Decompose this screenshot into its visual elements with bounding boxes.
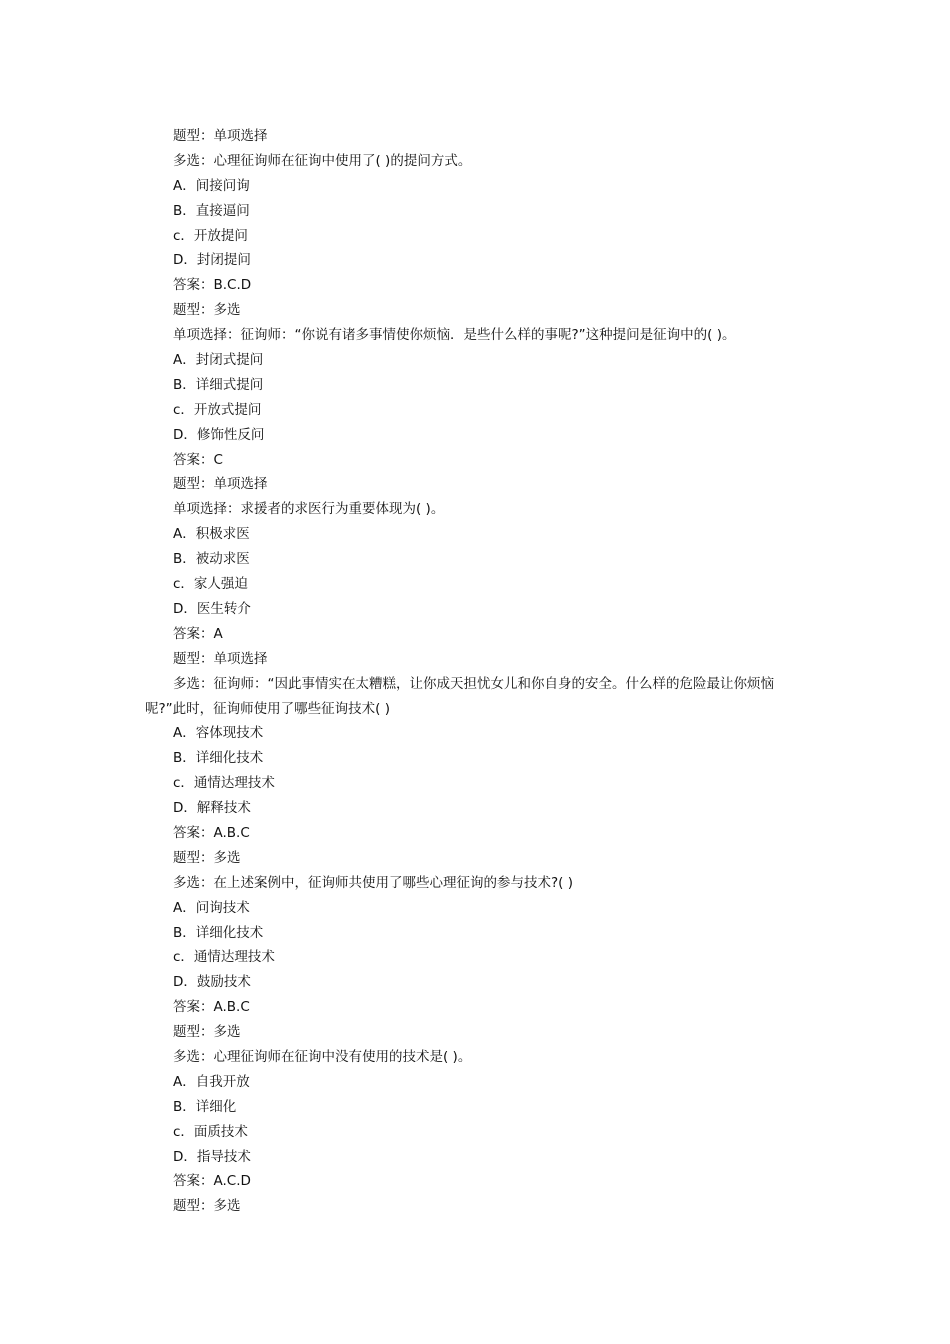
answer-line: 答案：A.C.D	[173, 1173, 251, 1190]
option-d: D．封闭提问	[173, 252, 251, 269]
question-type-line: 题型：多选	[173, 1024, 241, 1041]
document-body	[0, 124, 950, 1219]
option-a: A．问询技术	[173, 899, 250, 916]
option-a: A．容体现技术	[173, 725, 264, 742]
option-b: B．直接逼问	[173, 202, 250, 219]
option-d: D．解释技术	[173, 800, 251, 817]
answer-line: 答案：A.B.C	[173, 999, 250, 1016]
answer-line: 答案：B.C.D	[173, 277, 252, 294]
option-c: c．通情达理技术	[173, 949, 275, 966]
question-type-line: 题型：多选	[173, 849, 241, 866]
question-stem: 单项选择：求援者的求医行为重要体现为( )。	[173, 501, 445, 518]
option-a: A．间接问询	[173, 177, 250, 194]
question-stem: 多选：心理征询师在征询中没有使用的技术是( )。	[173, 1048, 472, 1065]
option-b: B．详细化技术	[173, 750, 264, 767]
option-c: c．开放式提问	[173, 401, 262, 418]
option-d: D．指导技术	[173, 1148, 251, 1165]
option-d: D．鼓励技术	[173, 974, 251, 991]
question-type-line: 题型：多选	[173, 1198, 241, 1215]
option-b: B．被动求医	[173, 551, 250, 568]
option-c: c．通情达理技术	[173, 775, 275, 792]
answer-line: 答案：C	[173, 451, 223, 468]
option-c: c．家人强迫	[173, 576, 248, 593]
option-b: B．详细化技术	[173, 924, 264, 941]
option-b: B．详细化	[173, 1098, 237, 1115]
question-stem: 多选：在上述案例中，征询师共使用了哪些心理征询的参与技术?( )	[173, 874, 573, 891]
question-type-line: 题型：单项选择	[173, 128, 268, 144]
question-stem: 多选：心理征询师在征询中使用了( )的提问方式。	[173, 152, 472, 169]
option-d: D．修饰性反问	[173, 426, 265, 443]
option-b: B．详细式提问	[173, 376, 264, 393]
question-type-line: 题型：多选	[173, 302, 241, 319]
option-c: c．面质技术	[173, 1123, 248, 1140]
question-stem: 多选：征询师：“因此事情实在太糟糕，让你成天担忧女儿和你自身的安全。什么样的危险最让你烦恼呢?”此时，征询师使用了哪些征询技术( )	[145, 675, 774, 717]
question-type-line: 题型：单项选择	[173, 650, 268, 667]
answer-line: 答案：A	[173, 625, 223, 642]
option-a: A．积极求医	[173, 526, 250, 543]
option-c: c．开放提问	[173, 227, 248, 244]
question-stem: 单项选择：征询师：“你说有诸多事情使你烦恼．是些什么样的事呢?”这种提问是征询中的( )。	[173, 327, 736, 344]
answer-line: 答案：A.B.C	[173, 824, 250, 841]
question-type-line: 题型：单项选择	[173, 476, 268, 493]
option-a: A．封闭式提问	[173, 352, 264, 369]
option-a: A．自我开放	[173, 1073, 250, 1090]
option-d: D．医生转介	[173, 600, 251, 617]
